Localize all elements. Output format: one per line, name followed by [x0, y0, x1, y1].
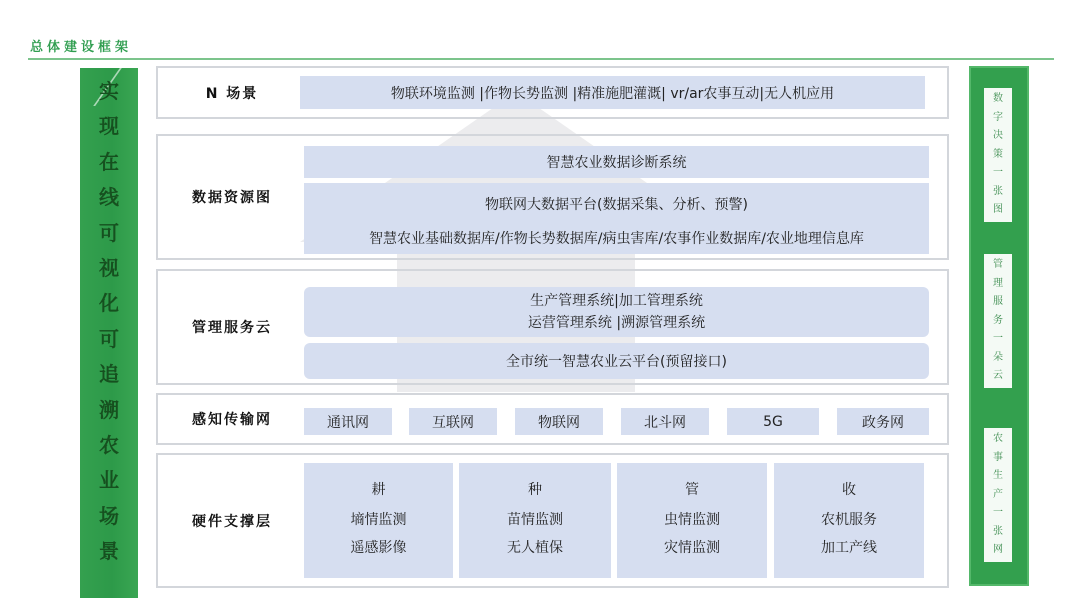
banner-char: 农: [99, 432, 119, 457]
right-banner-char: 一: [993, 333, 1003, 345]
right-banner-box-service: [984, 254, 1012, 388]
hardware-column-harvest: [774, 463, 924, 578]
data-platform-lines: [369, 183, 864, 249]
right-banner-char: 字: [993, 111, 1003, 123]
right-banner-char: 管: [993, 259, 1003, 271]
right-banner-char: 生: [993, 470, 1003, 482]
data-platform-text: 物联网大数据平台(数据采集、分析、预警): [485, 197, 748, 213]
right-banner-char: 一: [993, 507, 1003, 519]
mgmt-systems-line-2: 运营管理系统 |溯源管理系统: [527, 315, 706, 331]
hardware-column-item: 农机服务: [821, 512, 877, 528]
banner-char: 在: [99, 149, 119, 174]
banner-char: 现: [99, 114, 119, 139]
network-item-5g: 5G: [727, 408, 819, 435]
hardware-column-head: 收: [842, 482, 856, 498]
title-divider: [28, 58, 1054, 60]
hardware-column-item: 苗情监测: [507, 512, 563, 528]
hardware-column-head: 种: [528, 482, 542, 498]
right-banner-char: 策: [993, 148, 1003, 160]
hardware-column-plant: [459, 463, 611, 578]
data-databases-text: 智慧农业基础数据库/作物长势数据库/病虫害库/农事作业数据库/农业地理信息库: [369, 231, 864, 247]
network-item-telecom: 通讯网: [304, 408, 392, 435]
layer-management-cloud: [156, 269, 949, 385]
data-row-diagnosis: 智慧农业数据诊断系统: [304, 146, 929, 178]
right-banner-char: 务: [993, 314, 1003, 326]
layer-label-scene: N 场景: [205, 85, 259, 102]
data-row-platform: [304, 183, 929, 254]
banner-char: 可: [99, 326, 119, 351]
banner-char: 景: [99, 539, 119, 564]
right-banner-box-network: [984, 428, 1012, 562]
right-banner-char: 朵: [993, 351, 1003, 363]
banner-char: 视: [99, 255, 119, 280]
scene-applications: 物联环境监测 |作物长势监测 |精准施肥灌溉| vr/ar农事互动|无人机应用: [300, 76, 925, 109]
layer-sensing-network: [156, 393, 949, 445]
layer-label-network: 感知传输网: [192, 412, 272, 428]
hardware-column-head: 耕: [371, 482, 386, 498]
right-banner-char: 农: [993, 433, 1003, 445]
right-banner-char: 产: [993, 488, 1003, 500]
network-item-iot: 物联网: [515, 408, 603, 435]
hardware-column-item: 加工产线: [821, 540, 877, 556]
banner-char: 溯: [99, 397, 119, 422]
mgmt-cloud-platform: 全市统一智慧农业云平台(预留接口): [304, 343, 929, 379]
hardware-column-item: 灾情监测: [664, 540, 720, 556]
hardware-column-manage: [617, 463, 767, 578]
mgmt-systems-line-1: 生产管理系统|加工管理系统: [530, 293, 703, 309]
right-banner-char: 数: [993, 93, 1003, 105]
right-banner-char: 图: [993, 204, 1003, 216]
network-item-beidou: 北斗网: [621, 408, 709, 435]
layer-label-data: 数据资源图: [192, 190, 272, 206]
right-banner-char: 决: [993, 130, 1003, 142]
layer-label-mgmt: 管理服务云: [192, 320, 272, 336]
banner-char: 业: [99, 468, 119, 493]
left-banner-text: [80, 74, 138, 569]
layer-label-hardware: 硬件支撑层: [192, 513, 272, 530]
hardware-column-item: 墒情监测: [350, 512, 407, 528]
hardware-column-item: 无人植保: [507, 540, 563, 556]
banner-char: 化: [99, 291, 119, 316]
right-banner-char: 网: [993, 544, 1003, 556]
banner-char: 场: [99, 503, 119, 528]
right-banner-char: 服: [993, 296, 1003, 308]
layer-data-resources: [156, 134, 949, 260]
right-banner-char: 张: [993, 525, 1003, 537]
mgmt-systems: [304, 287, 929, 337]
right-banner-char: 张: [993, 185, 1003, 197]
network-item-internet: 互联网: [409, 408, 497, 435]
hardware-column-item: 遥感影像: [350, 540, 407, 556]
banner-char: 可: [99, 220, 119, 245]
network-item-gov: 政务网: [837, 408, 929, 435]
right-banner-char: 事: [993, 451, 1003, 463]
right-banner-char: 云: [993, 370, 1003, 382]
hardware-column-item: 虫情监测: [664, 512, 720, 528]
layer-scene: [156, 66, 949, 119]
right-banner-box-decision: [984, 88, 1012, 222]
right-vertical-banner: [969, 66, 1029, 586]
banner-char: 追: [99, 362, 119, 387]
hardware-column-head: 管: [685, 482, 699, 498]
right-banner-char: 一: [993, 167, 1003, 179]
layer-hardware: [156, 453, 949, 588]
banner-char: 线: [99, 185, 119, 210]
banner-char: 实: [99, 79, 119, 103]
right-banner-char: 理: [993, 277, 1003, 289]
page-title: 总体建设框架: [30, 40, 133, 55]
hardware-column-plough: [304, 463, 453, 578]
left-vertical-banner: [80, 68, 138, 598]
